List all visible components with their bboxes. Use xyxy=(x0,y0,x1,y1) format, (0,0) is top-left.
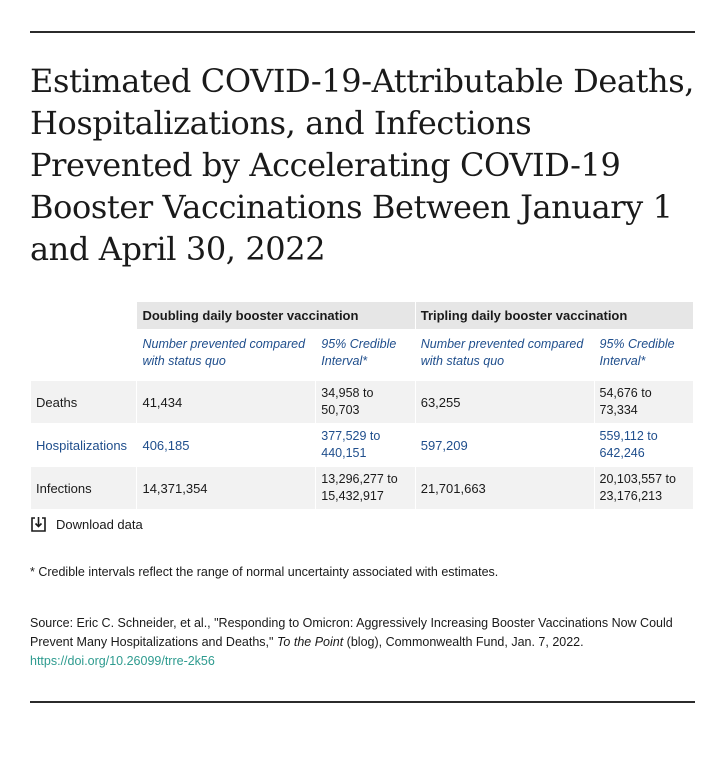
source-prefix: Source: Eric C. Schneider, et al., "Responding to Omicron: Aggressively Increasing Booster Vaccinations Now Could Prevent Many Hospitalizations and Deaths," xyxy=(30,616,673,649)
footnote: * Credible intervals reflect the range of normal uncertainty associated with estimates. xyxy=(30,565,499,579)
row-label-hospitalizations: Hospitalizations xyxy=(36,437,128,453)
table-cell: 21,701,663 xyxy=(416,467,594,509)
table-row xyxy=(31,381,693,423)
table-cell: 14,371,354 xyxy=(137,467,315,509)
table-cell: 34,958 to 50,703 xyxy=(316,381,414,423)
row-label-deaths: Deaths xyxy=(31,381,136,423)
source-suffix: (blog), Commonwealth Fund, Jan. 7, 2022. xyxy=(343,635,584,649)
table-cell: 63,255 xyxy=(416,381,594,423)
table-cell: 597,209 xyxy=(420,437,468,453)
source-note xyxy=(30,614,695,671)
source-publication: To the Point xyxy=(276,635,344,649)
table-cell: 377,529 to 440,151 xyxy=(321,429,381,460)
group-header-tripling: Tripling daily booster vaccination xyxy=(416,302,693,329)
table-cell: 54,676 to 73,334 xyxy=(595,381,693,423)
table-cell: 41,434 xyxy=(137,381,315,423)
data-table xyxy=(30,301,694,510)
corner-cell xyxy=(31,302,136,329)
table-title: Estimated COVID-19-Attributable Deaths, Hospitalizations, and Infections Prevented by Accelerating COVID-19 Booster Vaccinations Between January 1 and April 30, 2022 xyxy=(30,62,695,268)
download-label: Download data xyxy=(56,516,143,532)
sub-header-credible-interval: 95% Credible Interval* xyxy=(321,337,397,368)
table-row xyxy=(31,424,693,466)
table-cell: 406,185 xyxy=(142,437,190,453)
sub-header-number-prevented: Number prevented compared with status quo xyxy=(420,337,584,368)
sub-header-credible-interval: 95% Credible Interval* xyxy=(599,337,675,368)
group-header-doubling: Doubling daily booster vaccination xyxy=(137,302,414,329)
table-cell: 13,296,277 to 15,432,917 xyxy=(316,467,414,509)
table-row xyxy=(31,467,693,509)
table-cell: 20,103,557 to 23,176,213 xyxy=(595,467,693,509)
bottom-rule xyxy=(30,701,695,703)
sub-header-number-prevented: Number prevented compared with status quo xyxy=(142,337,306,368)
row-label-infections: Infections xyxy=(31,467,136,509)
top-rule xyxy=(30,31,695,33)
download-icon xyxy=(30,516,47,533)
doi-link[interactable]: https://doi.org/10.26099/trre-2k56 xyxy=(30,654,215,668)
corner-cell xyxy=(31,330,136,380)
table-cell: 559,112 to 642,246 xyxy=(599,429,658,460)
download-data-button[interactable] xyxy=(30,515,143,533)
